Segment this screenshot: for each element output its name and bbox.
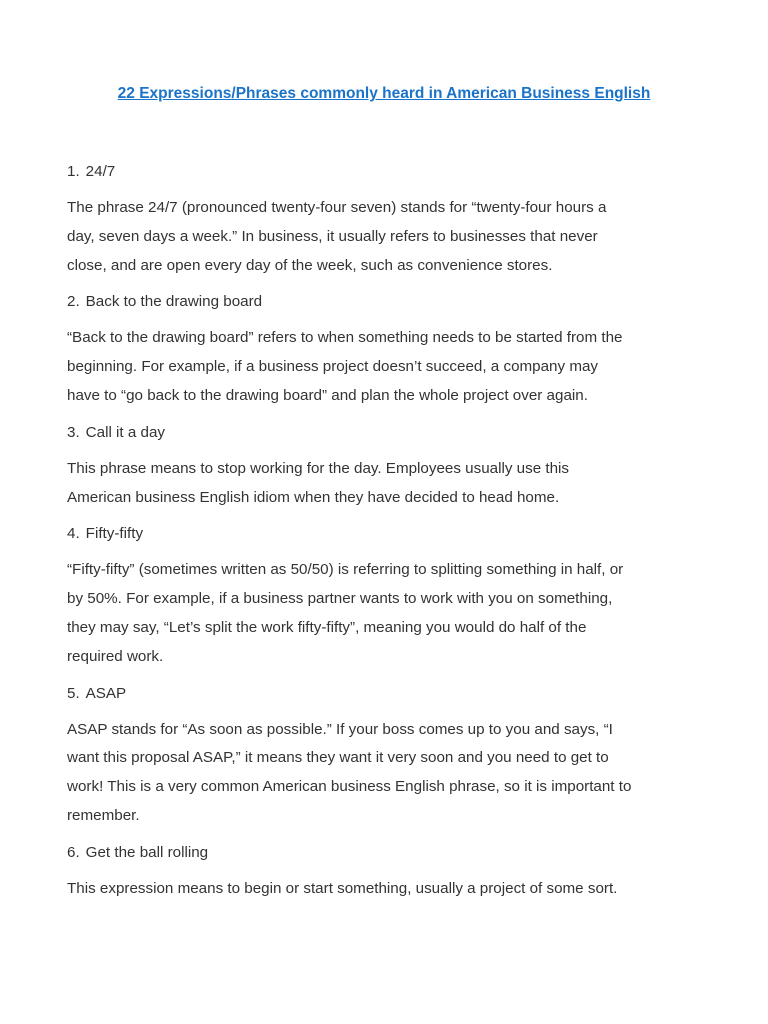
document-content: [67, 160, 737, 914]
paragraph-line: have to “go back to the drawing board” and plan the whole project over again.: [67, 386, 588, 404]
item-number: 6.: [67, 843, 80, 861]
document-title[interactable]: 22 Expressions/Phrases commonly heard in American Business English: [117, 85, 651, 102]
item-title: 24/7: [85, 163, 116, 180]
item-title: Get the ball rolling: [85, 843, 209, 861]
paragraph-line: This expression means to begin or start something, usually a project of some sort.: [67, 879, 618, 897]
item-heading: [67, 290, 737, 314]
list-item: [67, 522, 737, 671]
paragraph-line: This phrase means to stop working for the day. Employees usually use this: [67, 459, 569, 477]
paragraph-line: “Back to the drawing board” refers to when something needs to be started from the: [67, 329, 623, 347]
item-description: [67, 875, 737, 904]
paragraph-line: American business English idiom when they have decided to head home.: [67, 488, 560, 506]
item-number: 5.: [67, 684, 80, 702]
item-description: [67, 556, 737, 671]
paragraph-line: The phrase 24/7 (pronounced twenty-four seven) stands for “twenty-four hours a: [67, 199, 607, 216]
paragraph-line: by 50%. For example, if a business partner wants to work with you on something,: [67, 590, 613, 608]
paragraph-line: day, seven days a week.” In business, it usually refers to businesses that never: [67, 227, 598, 245]
item-title: ASAP: [85, 684, 127, 702]
paragraph-line: want this proposal ASAP,” it means they want it very soon and you need to get to: [67, 749, 609, 767]
item-heading: [67, 421, 737, 445]
list-item: [67, 160, 737, 280]
item-number: 1.: [67, 163, 80, 180]
paragraph-line: remember.: [67, 806, 140, 824]
item-description: [67, 194, 737, 280]
paragraph-line: they may say, “Let’s split the work fifty-fifty”, meaning you would do half of the: [67, 618, 587, 636]
item-number: 4.: [67, 525, 80, 543]
paragraph-line: ASAP stands for “As soon as possible.” If your boss comes up to you and says, “I: [67, 720, 613, 738]
item-description: [67, 324, 737, 410]
list-item: [67, 682, 737, 831]
list-item: [67, 290, 737, 410]
item-description: [67, 716, 737, 831]
item-heading: [67, 682, 737, 706]
item-heading: [67, 522, 737, 546]
list-item: [67, 841, 737, 904]
item-number: 3.: [67, 423, 80, 441]
item-title: Call it a day: [85, 423, 166, 441]
item-number: 2.: [67, 293, 80, 311]
paragraph-line: close, and are open every day of the week, such as convenience stores.: [67, 256, 553, 274]
item-description: [67, 455, 737, 513]
item-title: Fifty-fifty: [85, 525, 144, 543]
item-heading: [67, 841, 737, 865]
paragraph-line: beginning. For example, if a business project doesn’t succeed, a company may: [67, 358, 599, 376]
paragraph-line: “Fifty-fifty” (sometimes written as 50/50) is referring to splitting something in half, or: [67, 561, 624, 579]
list-item: [67, 421, 737, 513]
paragraph-line: required work.: [67, 647, 164, 665]
item-title: Back to the drawing board: [85, 293, 263, 311]
paragraph-line: work! This is a very common American business English phrase, so it is important to: [67, 778, 632, 796]
item-heading: [67, 160, 737, 184]
